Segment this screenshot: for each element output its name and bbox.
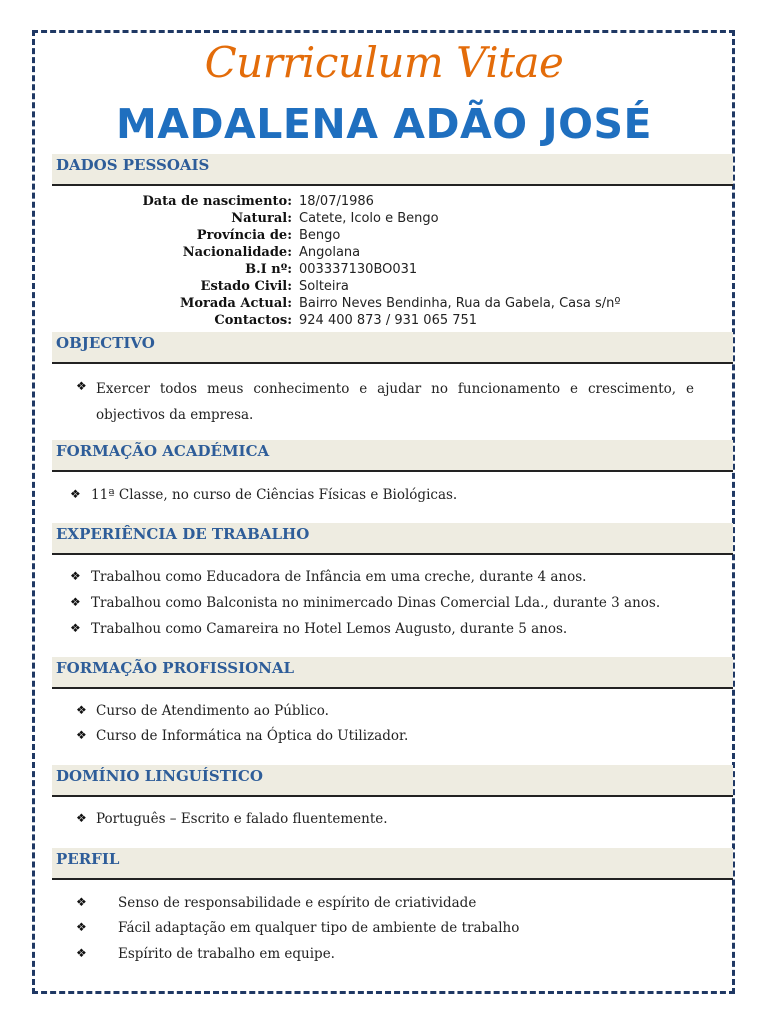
section-title: DOMÍNIO LINGUÍSTICO xyxy=(56,767,263,785)
cv-script-title: Curriculum Vitae xyxy=(204,38,564,87)
objective-text: Exercer todos meus conhecimento e ajudar no funcionamento e crescimento, e objectivos da empresa. xyxy=(96,381,694,423)
field-value: 924 400 873 / 931 065 751 xyxy=(299,313,478,328)
section-title: FORMAÇÃO PROFISSIONAL xyxy=(56,659,295,677)
diamond-bullet-icon: ❖ xyxy=(70,569,81,583)
list-item-text: 11ª Classe, no curso de Ciências Físicas e Biológicas. xyxy=(91,487,458,503)
field-label: Nacionalidade: xyxy=(182,245,292,260)
personal-row-id-number xyxy=(60,262,680,279)
section-title: DADOS PESSOAIS xyxy=(56,156,210,174)
personal-row-nationality xyxy=(60,245,680,262)
field-value: Catete, Icolo e Bengo xyxy=(299,211,439,226)
section-title: PERFIL xyxy=(56,850,120,868)
field-value: Bengo xyxy=(299,228,341,243)
field-value: 003337130BO031 xyxy=(299,262,418,277)
list-item-text: Curso de Atendimento ao Público. xyxy=(96,703,329,719)
diamond-bullet-icon: ❖ xyxy=(70,621,81,635)
personal-row-natural xyxy=(60,211,680,228)
field-label: Província de: xyxy=(196,228,292,243)
field-label: B.I nº: xyxy=(245,262,292,277)
list-item-text: Trabalhou como Educadora de Infância em uma creche, durante 4 anos. xyxy=(91,569,587,585)
personal-row-address xyxy=(60,296,680,313)
diamond-bullet-icon: ❖ xyxy=(70,487,81,501)
personal-row-civil-status xyxy=(60,279,680,296)
section-objectivo xyxy=(52,332,733,364)
diamond-bullet-icon: ❖ xyxy=(76,895,87,909)
list-item-text: Trabalhou como Balconista no minimercado Dinas Comercial Lda., durante 3 anos. xyxy=(91,595,661,611)
list-item-text: Senso de responsabilidade e espírito de criatividade xyxy=(118,895,477,911)
section-title: EXPERIÊNCIA DE TRABALHO xyxy=(56,525,310,543)
diamond-bullet-icon: ❖ xyxy=(76,811,87,825)
section-dados-pessoais xyxy=(52,154,733,186)
candidate-name: MADALENA ADÃO JOSÉ xyxy=(115,100,652,148)
list-item-text: Espírito de trabalho em equipe. xyxy=(118,946,335,962)
section-title: FORMAÇÃO ACADÉMICA xyxy=(56,442,270,460)
section-title: OBJECTIVO xyxy=(56,334,155,352)
field-value: Bairro Neves Bendinha, Rua da Gabela, Casa s/nº xyxy=(299,296,621,311)
list-item-text: Fácil adaptação em qualquer tipo de ambiente de trabalho xyxy=(118,920,520,936)
field-value: Solteira xyxy=(299,279,349,294)
field-label: Natural: xyxy=(231,211,292,226)
field-label: Data de nascimento: xyxy=(142,194,292,209)
field-value: Angolana xyxy=(299,245,361,260)
list-item-text: Curso de Informática na Óptica do Utilizador. xyxy=(96,728,409,744)
list-item-text: Português – Escrito e falado fluentemente. xyxy=(96,811,388,827)
section-formacao-academica xyxy=(52,440,733,472)
field-label: Contactos: xyxy=(214,313,292,328)
personal-row-province xyxy=(60,228,680,245)
field-label: Morada Actual: xyxy=(180,296,292,311)
field-value: 18/07/1986 xyxy=(299,194,374,209)
section-experiencia xyxy=(52,523,733,555)
field-label: Estado Civil: xyxy=(200,279,292,294)
list-item-text: Trabalhou como Camareira no Hotel Lemos Augusto, durante 5 anos. xyxy=(91,621,568,637)
section-formacao-profissional xyxy=(52,657,733,689)
section-perfil xyxy=(52,848,733,880)
diamond-bullet-icon: ❖ xyxy=(76,946,87,960)
diamond-bullet-icon: ❖ xyxy=(70,595,81,609)
diamond-bullet-icon: ❖ xyxy=(76,728,87,742)
section-dominio-linguistico xyxy=(52,765,733,797)
personal-row-birthdate xyxy=(60,194,680,211)
diamond-bullet-icon: ❖ xyxy=(76,703,87,717)
diamond-bullet-icon: ❖ xyxy=(76,920,87,934)
personal-row-contacts xyxy=(60,313,680,330)
